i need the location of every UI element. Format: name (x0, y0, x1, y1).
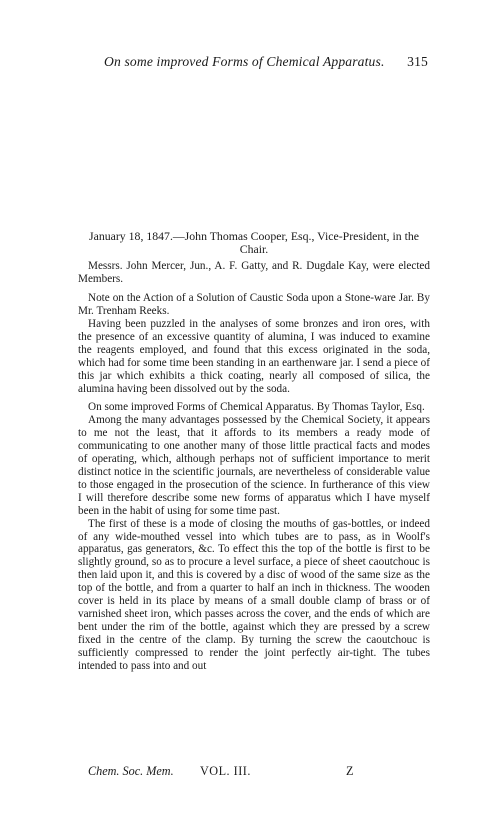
running-title: On some improved Forms of Chemical Apparatus. (104, 54, 385, 69)
paragraph-members-elected: Messrs. John Mercer, Jun., A. F. Gatty, and R. Dugdale Kay, were elected Members. (78, 260, 430, 286)
page-number: 315 (407, 54, 428, 69)
paragraph-article-intro: Among the many advantages possessed by the Chemical Society, it appears to me not the least, that it affords to its members a ready mode of communicating to one another many of those little practical facts and modes of operating, which, although perhaps not of sufficient importance to merit distinct notice in the scientific journals, are nevertheless of considerable value to those engaged in the prosecution of the science. In furtherance of this view I will therefore describe some new forms of apparatus which I have myself been in the habit of using for some time past. (78, 414, 430, 517)
signature-mark: Z (346, 764, 354, 778)
paragraph-article-title: On some improved Forms of Chemical Apparatus. By Thomas Taylor, Esq. (88, 401, 425, 414)
running-header (78, 54, 428, 72)
page-footer (88, 764, 388, 780)
footer-volume: VOL. III. (200, 764, 251, 778)
meeting-heading: January 18, 1847.—John Thomas Cooper, Esq., Vice-President, in the Chair. (89, 229, 419, 257)
paragraph-note-title: Note on the Action of a Solution of Caustic Soda upon a Stone-ware Jar. By Mr. Trenham Reeks. (78, 292, 430, 318)
body-text (78, 230, 430, 673)
paragraph-gas-bottles: The first of these is a mode of closing the mouths of gas-bottles, or indeed of any wide-mouthed vessel into which tubes are to pass, as in Woolf's apparatus, gas generators, &c. To effect this the top of the bottle is first to be slightly ground, so as to procure a level surface, a piece of sheet caoutchouc is then laid upon it, and this is covered by a disc of wood of the same size as the top of the bottle, and from a quarter to half an inch in thickness. The wooden cover is held in its place by means of a small double clamp of brass or of varnished sheet iron, which passes across the cover, and the ends of which are bent under the rim of the bottle, against which they are pressed by a screw fixed in the centre of the clamp. By turning the screw the caoutchouc is sufficiently compressed to render the joint perfectly air-tight. The tubes intended to pass into and out (78, 517, 430, 672)
paragraph-note-body: Having been puzzled in the analyses of some bronzes and iron ores, with the presence of an excessive quantity of alumina, I was induced to examine the reagents employed, and found that this excess originated in the soda, which had for some time been standing in an earthenware jar. I send a piece of this jar which exhibits a thick coating, nearly all composed of silica, the alumina having been dissolved out by the soda. (78, 318, 430, 395)
footer-journal: Chem. Soc. Mem. (88, 764, 174, 778)
